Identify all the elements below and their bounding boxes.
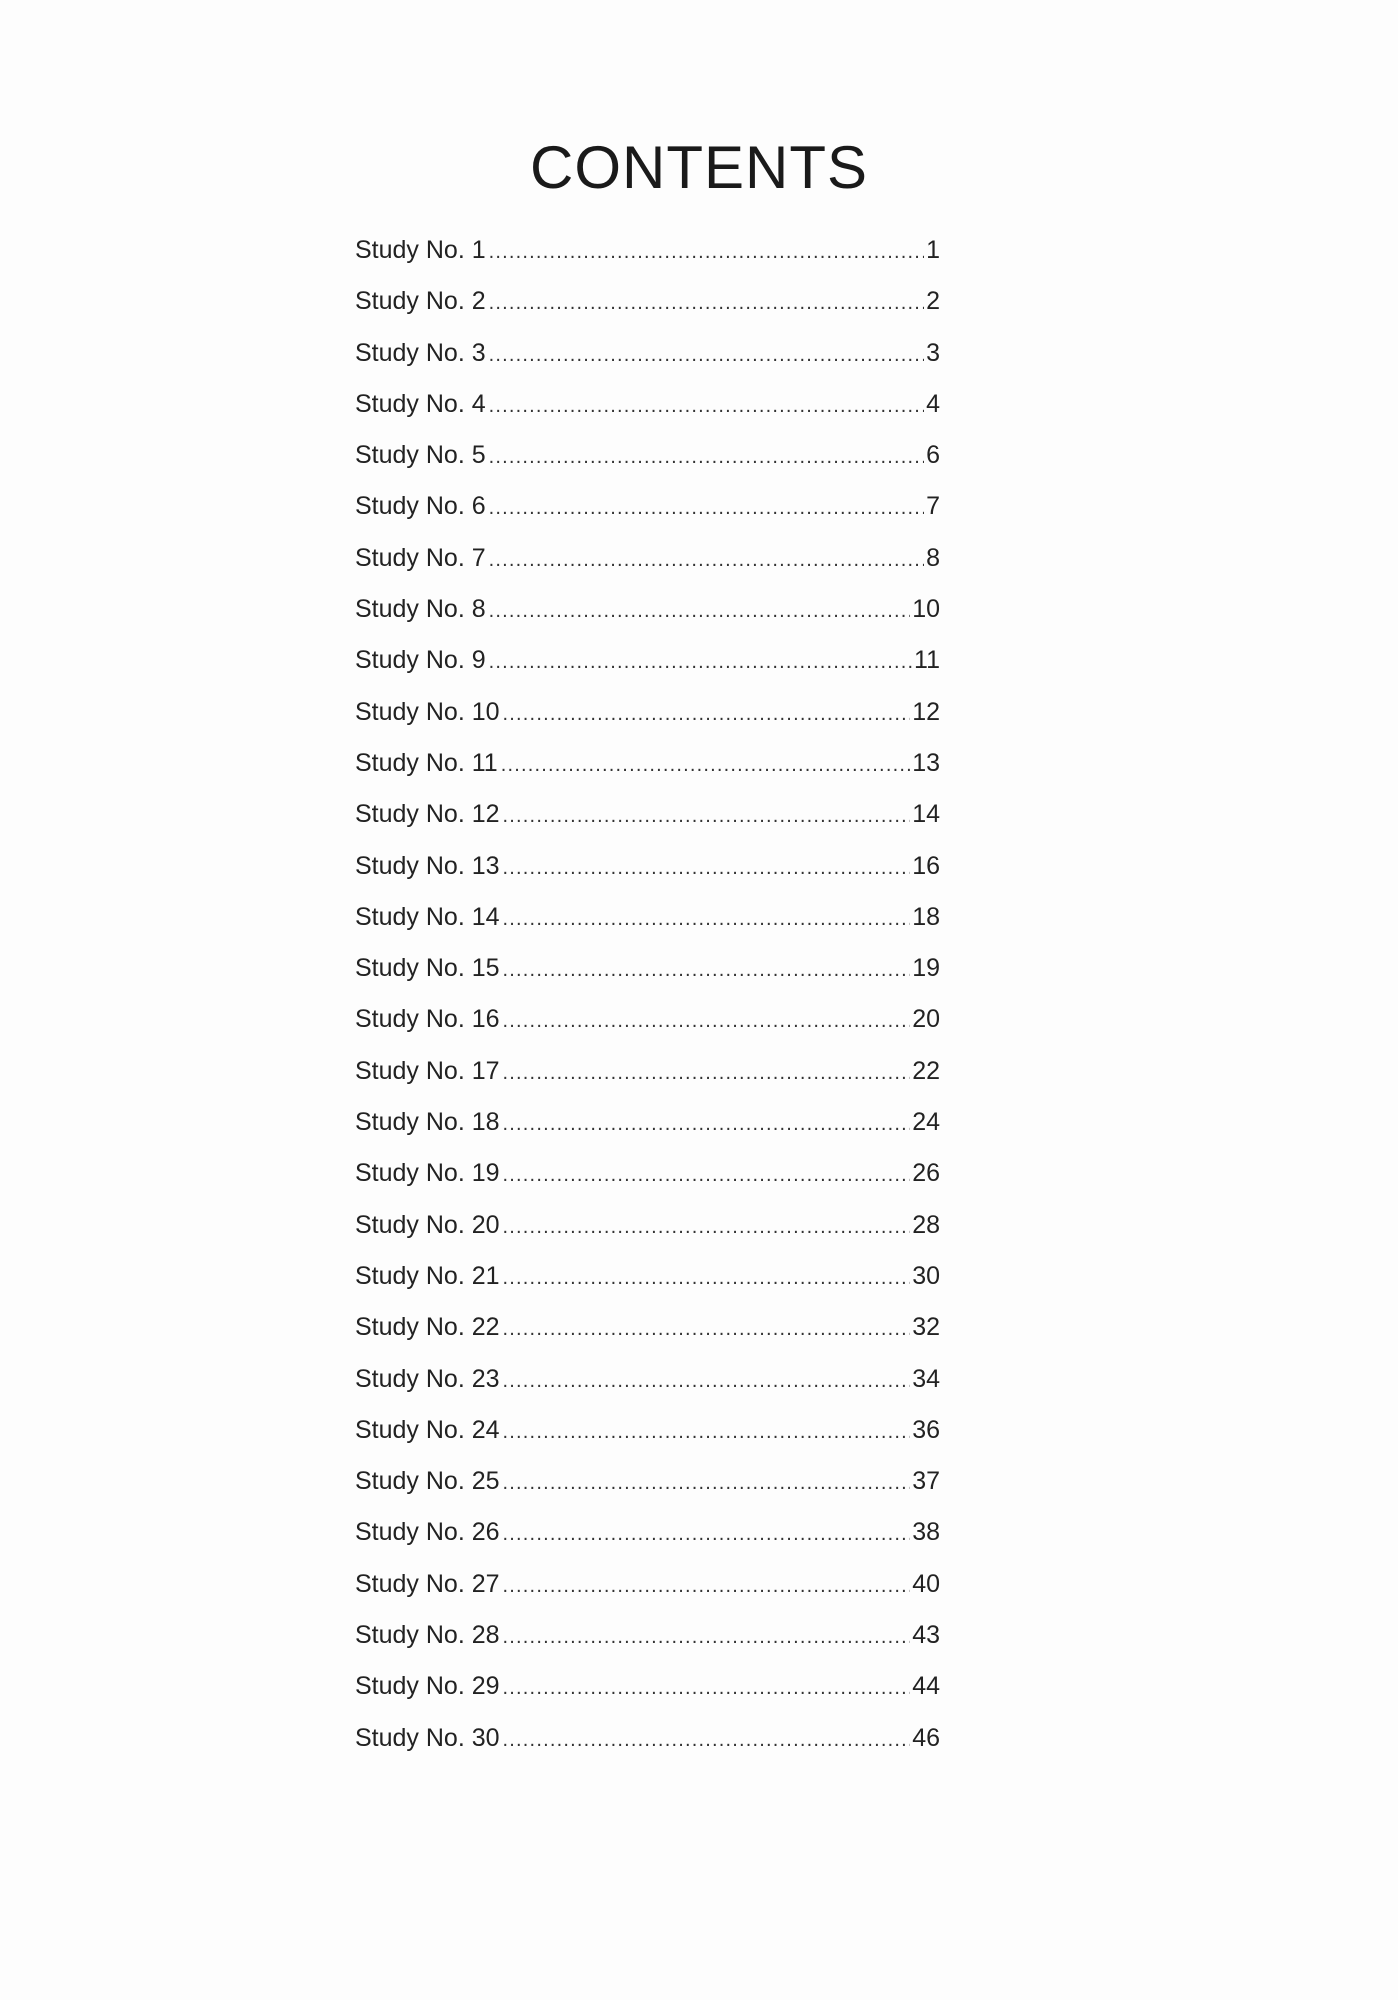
toc-entry	[355, 433, 940, 484]
dot-leader	[489, 384, 924, 428]
toc-entry-page-number: 16	[912, 851, 940, 880]
toc-entry-page-number: 11	[914, 646, 940, 675]
toc-entry-page-number: 22	[912, 1056, 940, 1085]
toc-entry-page-number: 30	[912, 1261, 940, 1290]
dot-leader	[503, 1564, 911, 1608]
toc-entry-label: Study No. 21	[355, 1261, 500, 1290]
toc-entry-label: Study No. 27	[355, 1569, 500, 1598]
dot-leader	[489, 281, 924, 325]
toc-entry-page-number: 24	[912, 1108, 940, 1137]
toc-entry	[355, 228, 940, 279]
toc-entry-label: Study No. 2	[355, 287, 486, 316]
toc-entry-page-number: 20	[912, 1005, 940, 1034]
toc-entry	[355, 1459, 940, 1510]
toc-entry	[355, 741, 940, 792]
toc-entry-page-number: 18	[912, 902, 940, 931]
dot-leader	[501, 743, 911, 787]
dot-leader	[503, 794, 911, 838]
toc-entry-page-number: 12	[912, 697, 940, 726]
toc-entry	[355, 536, 940, 587]
toc-entry	[355, 844, 940, 895]
dot-leader	[503, 897, 911, 941]
toc-entry-label: Study No. 23	[355, 1364, 500, 1393]
toc-entry	[355, 638, 940, 689]
dot-leader	[503, 1153, 911, 1197]
toc-entry-page-number: 40	[912, 1569, 940, 1598]
toc-entry-page-number: 32	[912, 1313, 940, 1342]
toc-entry-label: Study No. 9	[355, 646, 486, 675]
toc-entry-page-number: 7	[926, 492, 940, 521]
toc-entry-label: Study No. 11	[355, 748, 498, 777]
toc-entry-label: Study No. 20	[355, 1210, 500, 1239]
toc-entry	[355, 1510, 940, 1561]
toc-entry-label: Study No. 22	[355, 1313, 500, 1342]
page-title: CONTENTS	[530, 134, 868, 201]
toc-entry-page-number: 34	[912, 1364, 940, 1393]
toc-entry	[355, 690, 940, 741]
toc-entry	[355, 946, 940, 997]
toc-entry-label: Study No. 24	[355, 1415, 500, 1444]
toc-entry	[355, 792, 940, 843]
dot-leader	[489, 486, 924, 530]
dot-leader	[503, 1256, 911, 1300]
dot-leader	[503, 1102, 911, 1146]
dot-leader	[503, 1666, 911, 1710]
toc-entry-label: Study No. 4	[355, 389, 486, 418]
toc-entry-label: Study No. 16	[355, 1005, 500, 1034]
toc-entry	[355, 1305, 940, 1356]
toc-entry-page-number: 19	[912, 954, 940, 983]
dot-leader	[503, 1718, 911, 1762]
toc-entry	[355, 331, 940, 382]
dot-leader	[489, 538, 924, 582]
toc-entry-page-number: 2	[926, 287, 940, 316]
dot-leader	[503, 1461, 911, 1505]
toc-entry	[355, 1049, 940, 1100]
toc-entry	[355, 1357, 940, 1408]
dot-leader	[489, 435, 924, 479]
toc-entry-page-number: 3	[926, 338, 940, 367]
toc-entry-label: Study No. 10	[355, 697, 500, 726]
toc-entry-page-number: 26	[912, 1159, 940, 1188]
dot-leader	[503, 948, 911, 992]
toc-entry-label: Study No. 1	[355, 236, 486, 264]
toc-entry	[355, 895, 940, 946]
toc-entry-label: Study No. 15	[355, 954, 500, 983]
dot-leader	[503, 1512, 911, 1556]
table-of-contents	[355, 228, 940, 1767]
toc-entry	[355, 1203, 940, 1254]
toc-entry	[355, 1408, 940, 1459]
toc-entry-page-number: 1	[926, 236, 940, 264]
toc-entry	[355, 997, 940, 1048]
toc-entry-page-number: 4	[926, 389, 940, 418]
dot-leader	[503, 1359, 911, 1403]
dot-leader	[489, 589, 911, 633]
toc-entry-label: Study No. 13	[355, 851, 500, 880]
dot-leader	[503, 1410, 911, 1454]
dot-leader	[503, 1051, 911, 1095]
toc-entry-page-number: 46	[912, 1723, 940, 1752]
toc-entry	[355, 382, 940, 433]
dot-leader	[503, 692, 911, 736]
toc-entry-label: Study No. 12	[355, 800, 500, 829]
toc-entry-label: Study No. 29	[355, 1672, 500, 1701]
toc-entry-label: Study No. 18	[355, 1108, 500, 1137]
dot-leader	[489, 640, 912, 684]
toc-entry-label: Study No. 25	[355, 1467, 500, 1496]
toc-entry-label: Study No. 30	[355, 1723, 500, 1752]
toc-entry-page-number: 13	[912, 748, 940, 777]
dot-leader	[503, 1307, 911, 1351]
dot-leader	[503, 846, 911, 890]
toc-entry	[355, 1100, 940, 1151]
toc-entry-page-number: 8	[926, 543, 940, 572]
toc-entry-label: Study No. 3	[355, 338, 486, 367]
toc-entry-label: Study No. 5	[355, 441, 486, 470]
dot-leader	[503, 999, 911, 1043]
toc-entry	[355, 1254, 940, 1305]
toc-entry-label: Study No. 6	[355, 492, 486, 521]
dot-leader	[489, 230, 924, 274]
toc-entry-page-number: 6	[926, 441, 940, 470]
toc-entry	[355, 1151, 940, 1202]
toc-entry-page-number: 37	[912, 1467, 940, 1496]
toc-entry-label: Study No. 26	[355, 1518, 500, 1547]
dot-leader	[503, 1615, 911, 1659]
toc-entry	[355, 279, 940, 330]
toc-entry-page-number: 44	[912, 1672, 940, 1701]
toc-entry	[355, 1562, 940, 1613]
toc-entry	[355, 484, 940, 535]
toc-entry-page-number: 43	[912, 1621, 940, 1650]
toc-entry-page-number: 28	[912, 1210, 940, 1239]
toc-entry-label: Study No. 17	[355, 1056, 500, 1085]
dot-leader	[503, 1205, 911, 1249]
toc-entry-label: Study No. 14	[355, 902, 500, 931]
toc-entry-label: Study No. 7	[355, 543, 486, 572]
toc-entry-page-number: 36	[912, 1415, 940, 1444]
toc-entry-page-number: 10	[912, 595, 940, 624]
toc-entry	[355, 1664, 940, 1715]
toc-entry	[355, 1716, 940, 1767]
toc-entry-page-number: 38	[912, 1518, 940, 1547]
toc-entry-label: Study No. 28	[355, 1621, 500, 1650]
toc-entry	[355, 1613, 940, 1664]
toc-entry-label: Study No. 8	[355, 595, 486, 624]
toc-entry-page-number: 14	[912, 800, 940, 829]
toc-entry	[355, 587, 940, 638]
dot-leader	[489, 333, 924, 377]
toc-entry-label: Study No. 19	[355, 1159, 500, 1188]
